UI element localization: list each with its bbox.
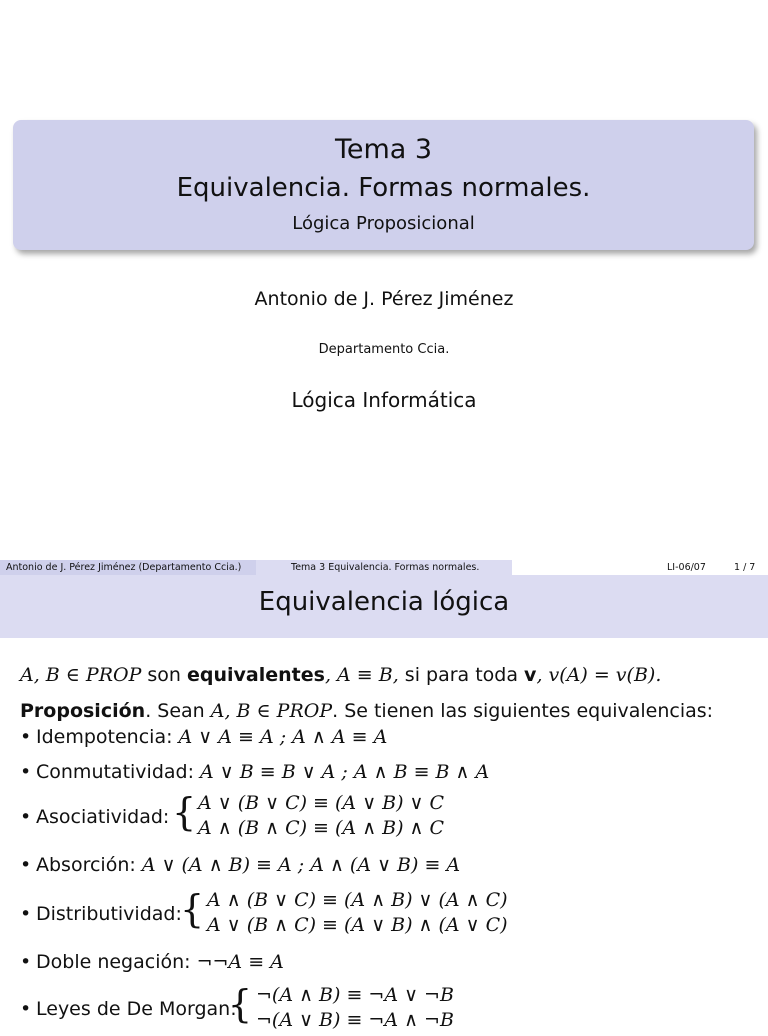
definition-keyword: equivalentes xyxy=(187,664,325,686)
item-label: Absorción: xyxy=(36,854,142,876)
item-label-wrap xyxy=(20,903,182,925)
brace-icon: { xyxy=(180,887,205,931)
item-formula-1: A ∧ (B ∨ C) ≡ (A ∧ B) ∨ (A ∧ C) xyxy=(207,889,508,911)
footer-title: Tema 3 Equivalencia. Formas normales. xyxy=(256,560,512,575)
item-formula: A ∨ B ≡ B ∨ A ; A ∧ B ≡ B ∧ A xyxy=(200,761,490,783)
proposition-text-1: . Sean xyxy=(145,700,211,722)
item-formula-1: A ∨ (B ∨ C) ≡ (A ∨ B) ∨ C xyxy=(198,792,445,814)
item-formula-2: A ∧ (B ∧ C) ≡ (A ∧ B) ∧ C xyxy=(198,817,445,839)
definition-valuation: v xyxy=(524,664,537,686)
frame-title-bar xyxy=(0,575,768,638)
definition-rest: si para toda xyxy=(398,664,525,686)
footer-page-number: 1 / 7 xyxy=(734,562,756,573)
brace-icon: { xyxy=(228,982,253,1026)
proposition-text-2: . Se tienen las siguientes equivalencias: xyxy=(332,700,714,722)
author: Antonio de J. Pérez Jiménez xyxy=(254,288,514,310)
item-formula-1: ¬(A ∧ B) ≡ ¬A ∨ ¬B xyxy=(256,984,454,1006)
proposition-line xyxy=(20,700,713,722)
item-label-wrap xyxy=(20,998,237,1020)
item-formula: A ∨ A ≡ A ; A ∧ A ≡ A xyxy=(178,726,388,748)
item-label: Distributividad: xyxy=(36,903,182,925)
footer-author: Antonio de J. Pérez Jiménez (Departamento Ccia.) xyxy=(0,560,256,575)
title-box xyxy=(13,120,754,250)
definition-vars: A, B ∈ PROP xyxy=(20,664,142,686)
footer-bar xyxy=(0,560,768,575)
item-formula: ¬¬A ≡ A xyxy=(196,951,284,973)
item-label: Doble negación: xyxy=(36,951,197,973)
brace-icon: { xyxy=(172,790,197,834)
definition-line xyxy=(20,664,661,686)
item-label: Idempotencia: xyxy=(36,726,179,748)
item-conmutatividad xyxy=(20,761,489,783)
bullet: • xyxy=(20,998,32,1020)
item-doble-negacion xyxy=(20,951,284,973)
definition-tail: , v(A) = v(B). xyxy=(536,664,662,686)
bullet: • xyxy=(20,761,32,783)
frame-body xyxy=(0,638,768,1031)
item-label-wrap xyxy=(20,806,169,828)
proposition-keyword: Proposición xyxy=(20,700,146,722)
bullet: • xyxy=(20,854,32,876)
item-de-morgan xyxy=(20,984,740,1036)
item-formula: A ∨ (A ∧ B) ≡ A ; A ∧ (A ∨ B) ≡ A xyxy=(141,854,461,876)
bullet: • xyxy=(20,806,32,828)
item-label: Leyes de De Morgan: xyxy=(36,998,237,1020)
course-topic: Lógica Proposicional xyxy=(292,213,475,234)
frame-title: Equivalencia lógica xyxy=(258,587,510,617)
proposition-vars: A, B ∈ PROP xyxy=(210,700,333,722)
item-label: Asociatividad: xyxy=(36,806,170,828)
slide-subtitle: Equivalencia. Formas normales. xyxy=(176,173,591,203)
course-name: Lógica Informática xyxy=(291,388,477,412)
department: Departamento Ccia. xyxy=(318,342,450,357)
item-absorcion xyxy=(20,854,460,876)
footer-code: LI-06/07 xyxy=(667,562,706,573)
item-label: Conmutatividad: xyxy=(36,761,201,783)
bullet: • xyxy=(20,903,32,925)
item-formula-2: A ∨ (B ∧ C) ≡ (A ∨ B) ∧ (A ∨ C) xyxy=(207,914,508,936)
item-asociatividad xyxy=(20,792,740,844)
definition-relation: , A ≡ B, xyxy=(324,664,399,686)
slide-title: Tema 3 xyxy=(334,134,433,165)
bullet: • xyxy=(20,951,32,973)
definition-son: son xyxy=(141,664,188,686)
item-idempotencia xyxy=(20,726,387,748)
item-formula-2: ¬(A ∨ B) ≡ ¬A ∧ ¬B xyxy=(256,1009,454,1031)
bullet: • xyxy=(20,726,32,748)
item-distributividad xyxy=(20,889,740,941)
